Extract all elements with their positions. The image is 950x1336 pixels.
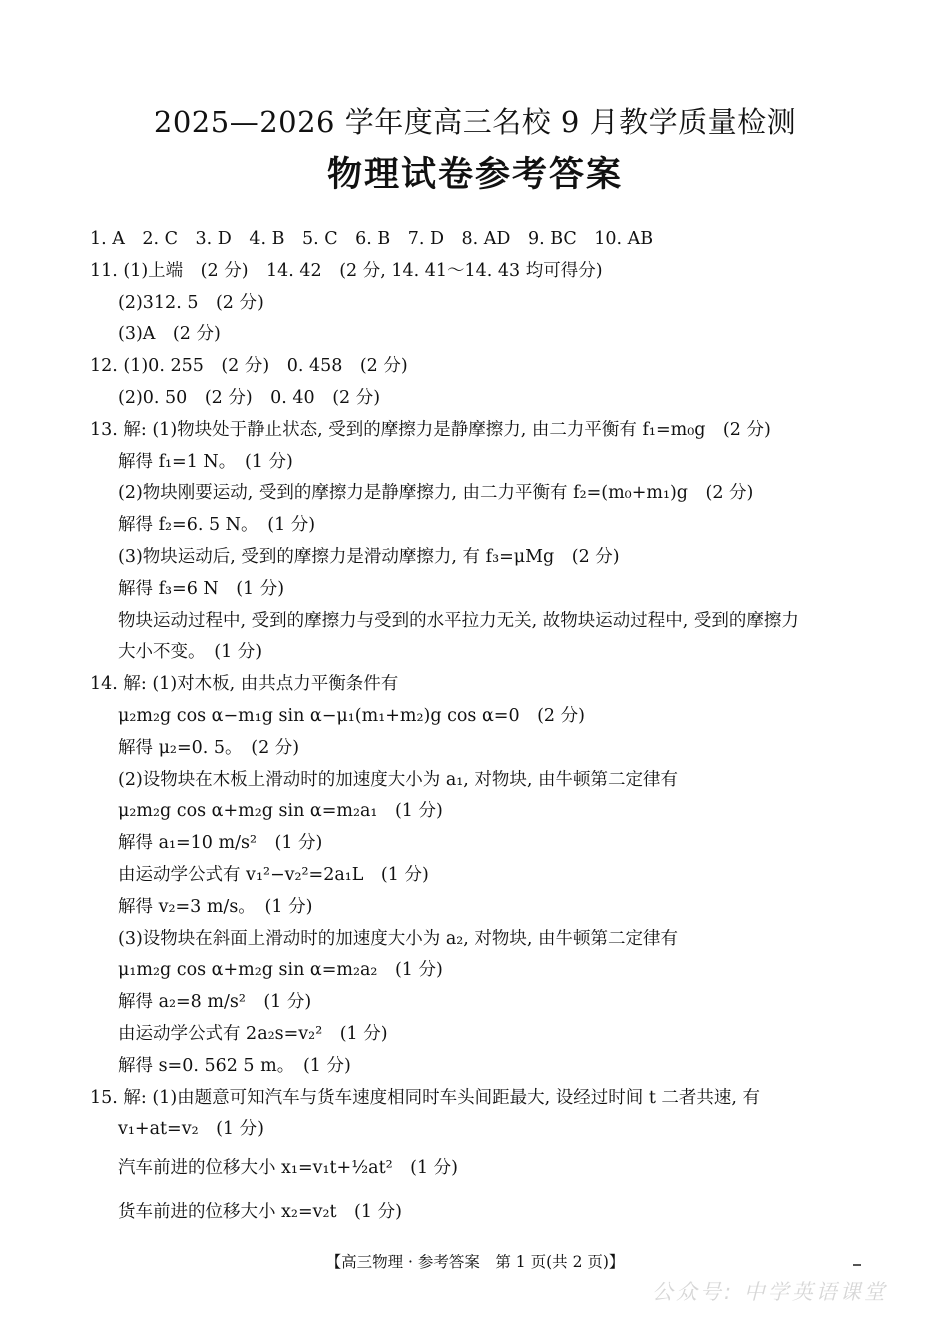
answer-line-choice: 1. A 2. C 3. D 4. B 5. C 6. B 7. D 8. AD 9. BC 10. AB xyxy=(90,229,654,249)
watermark: 公众号: 中学英语课堂 xyxy=(652,1280,888,1304)
answer-line-q15-4: 货车前进的位移大小 x₂=v₂t (1 分) xyxy=(118,1202,402,1223)
answer-line-q11-3: (3)A (2 分) xyxy=(118,324,221,345)
document-subtitle: 物理试卷参考答案 xyxy=(326,154,623,195)
answer-line-q14-9: (3)设物块在斜面上滑动时的加速度大小为 a₂, 对物块, 由牛顿第二定律有 xyxy=(118,928,679,949)
answer-line-q14-13: 解得 s=0. 562 5 m。 (1 分) xyxy=(118,1055,351,1076)
answer-content xyxy=(90,224,870,1234)
answer-line-q15-1: 15. 解: (1)由题意可知汽车与货车速度相同时车头间距最大, 设经过时间 t 二者共速, 有 xyxy=(90,1087,761,1108)
answer-line-q15-2: v₁+at=v₂ (1 分) xyxy=(118,1119,264,1140)
answer-line-q13-6: 解得 f₃=6 N (1 分) xyxy=(118,578,285,599)
corner-mark xyxy=(853,1264,861,1266)
answer-line-q15-3: 汽车前进的位移大小 x₁=v₁t+½at² (1 分) xyxy=(118,1158,459,1179)
answer-line-q13-8: 大小不变。 (1 分) xyxy=(118,642,263,663)
exam-title: 2025—2026 学年度高三名校 9 月教学质量检测 xyxy=(153,105,797,139)
answer-line-q14-6: 解得 a₁=10 m/s² (1 分) xyxy=(118,833,323,854)
answer-line-q14-1: 14. 解: (1)对木板, 由共点力平衡条件有 xyxy=(90,674,399,695)
answer-line-q14-4: (2)设物块在木板上滑动时的加速度大小为 a₁, 对物块, 由牛顿第二定律有 xyxy=(118,769,679,790)
answer-line-q14-8: 解得 v₂=3 m/s。 (1 分) xyxy=(118,896,313,917)
answer-line-q13-3: (2)物块刚要运动, 受到的摩擦力是静摩擦力, 由二力平衡有 f₂=(m₀+m₁)g (2 分) xyxy=(118,483,754,504)
answer-line-q14-5: μ₂m₂g cos α+m₂g sin α=m₂a₁ (1 分) xyxy=(118,801,443,822)
page-footer: 【高三物理 · 参考答案 第 1 页(共 2 页)】 xyxy=(325,1253,625,1271)
answer-line-q13-2: 解得 f₁=1 N。 (1 分) xyxy=(118,451,293,472)
answer-line-q14-7: 由运动学公式有 v₁²−v₂²=2a₁L (1 分) xyxy=(118,864,429,885)
answer-line-q13-7: 物块运动过程中, 受到的摩擦力与受到的水平拉力无关, 故物块运动过程中, 受到的摩擦力 xyxy=(118,610,799,631)
answer-line-q14-12: 由运动学公式有 2a₂s=v₂² (1 分) xyxy=(118,1023,388,1044)
answer-line-q14-2: μ₂m₂g cos α−m₁g sin α−μ₁(m₁+m₂)g cos α=0 (2 分) xyxy=(118,705,585,726)
answer-line-q11-2: (2)312. 5 (2 分) xyxy=(118,292,264,313)
answer-line-q14-11: 解得 a₂=8 m/s² (1 分) xyxy=(118,992,312,1013)
answer-line-q11-1: 11. (1)上端 (2 分) 14. 42 (2 分, 14. 41～14. 43 均可得分) xyxy=(90,260,603,281)
answer-line-q13-4: 解得 f₂=6. 5 N。 (1 分) xyxy=(118,515,316,536)
answer-line-q12-1: 12. (1)0. 255 (2 分) 0. 458 (2 分) xyxy=(90,356,408,377)
answer-line-q14-3: 解得 μ₂=0. 5。 (2 分) xyxy=(118,737,300,758)
answer-line-q14-10: μ₁m₂g cos α+m₂g sin α=m₂a₂ (1 分) xyxy=(118,960,443,981)
answer-line-q13-5: (3)物块运动后, 受到的摩擦力是滑动摩擦力, 有 f₃=μMg (2 分) xyxy=(118,546,620,567)
answer-line-q12-2: (2)0. 50 (2 分) 0. 40 (2 分) xyxy=(118,387,381,408)
answer-line-q13-1: 13. 解: (1)物块处于静止状态, 受到的摩擦力是静摩擦力, 由二力平衡有 f₁=m₀g (2 分) xyxy=(90,419,771,440)
